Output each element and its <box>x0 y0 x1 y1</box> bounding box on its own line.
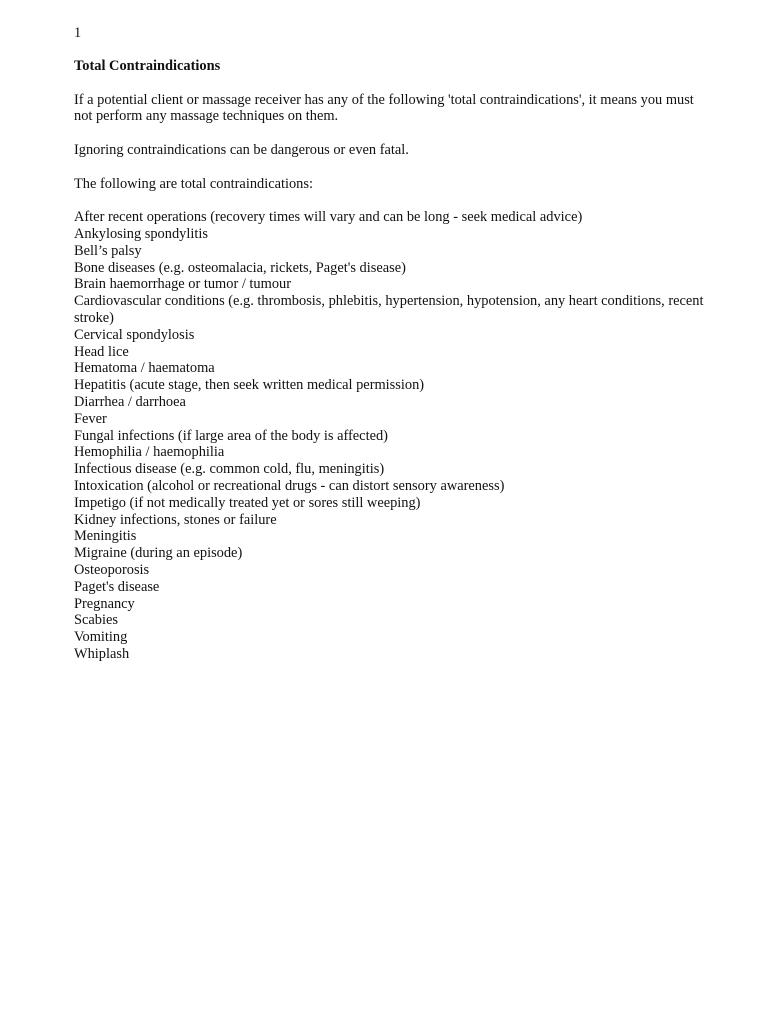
list-item: Brain haemorrhage or tumor / tumour <box>74 276 291 293</box>
page-number: 1 <box>74 25 82 41</box>
list-item: Diarrhea / darrhoea <box>74 393 186 410</box>
list-item: Bone diseases (e.g. osteomalacia, rickets, Paget's disease) <box>74 259 406 276</box>
list-item: Impetigo (if not medically treated yet or sores still weeping) <box>74 494 421 511</box>
warning-paragraph: Ignoring contraindications can be dangerous or even fatal. <box>74 141 409 158</box>
list-item: Meningitis <box>74 528 137 545</box>
list-item: Bell’s palsy <box>74 242 142 259</box>
list-item: Hematoma / haematoma <box>74 360 215 377</box>
list-item: Whiplash <box>74 645 130 662</box>
list-intro-paragraph: The following are total contraindications: <box>74 175 313 192</box>
list-item: Vomiting <box>74 629 128 646</box>
list-item: Ankylosing spondylitis <box>74 225 208 242</box>
list-item: After recent operations (recovery times will vary and can be long - seek medical advice) <box>74 209 583 226</box>
list-item: Infectious disease (e.g. common cold, flu, meningitis) <box>74 461 385 478</box>
list-item: Migraine (during an episode) <box>74 545 243 562</box>
list-item: Paget's disease <box>74 578 160 595</box>
list-item: Hemophilia / haemophilia <box>74 444 225 461</box>
list-item: Fungal infections (if large area of the body is affected) <box>74 427 388 444</box>
list-item: Fever <box>74 410 107 427</box>
list-item: Kidney infections, stones or failure <box>74 511 277 528</box>
list-item: Hepatitis (acute stage, then seek written medical permission) <box>74 377 425 394</box>
contraindications-list <box>74 209 714 663</box>
list-item: Cervical spondylosis <box>74 326 195 343</box>
list-item: Osteoporosis <box>74 561 150 578</box>
page-content <box>74 25 714 663</box>
list-item: Pregnancy <box>74 595 135 612</box>
list-item: Cardiovascular conditions (e.g. thrombosis, phlebitis, hypertension, hypotension, any heart conditions, recent stroke) <box>74 293 704 326</box>
list-item: Scabies <box>74 612 118 629</box>
document-title: Total Contraindications <box>74 58 221 74</box>
list-item: Intoxication (alcohol or recreational drugs - can distort sensory awareness) <box>74 477 505 494</box>
list-item: Head lice <box>74 343 129 360</box>
intro-paragraph: If a potential client or massage receiver has any of the following 'total contraindications', it means you must not perform any massage techniques on them. <box>74 91 694 125</box>
